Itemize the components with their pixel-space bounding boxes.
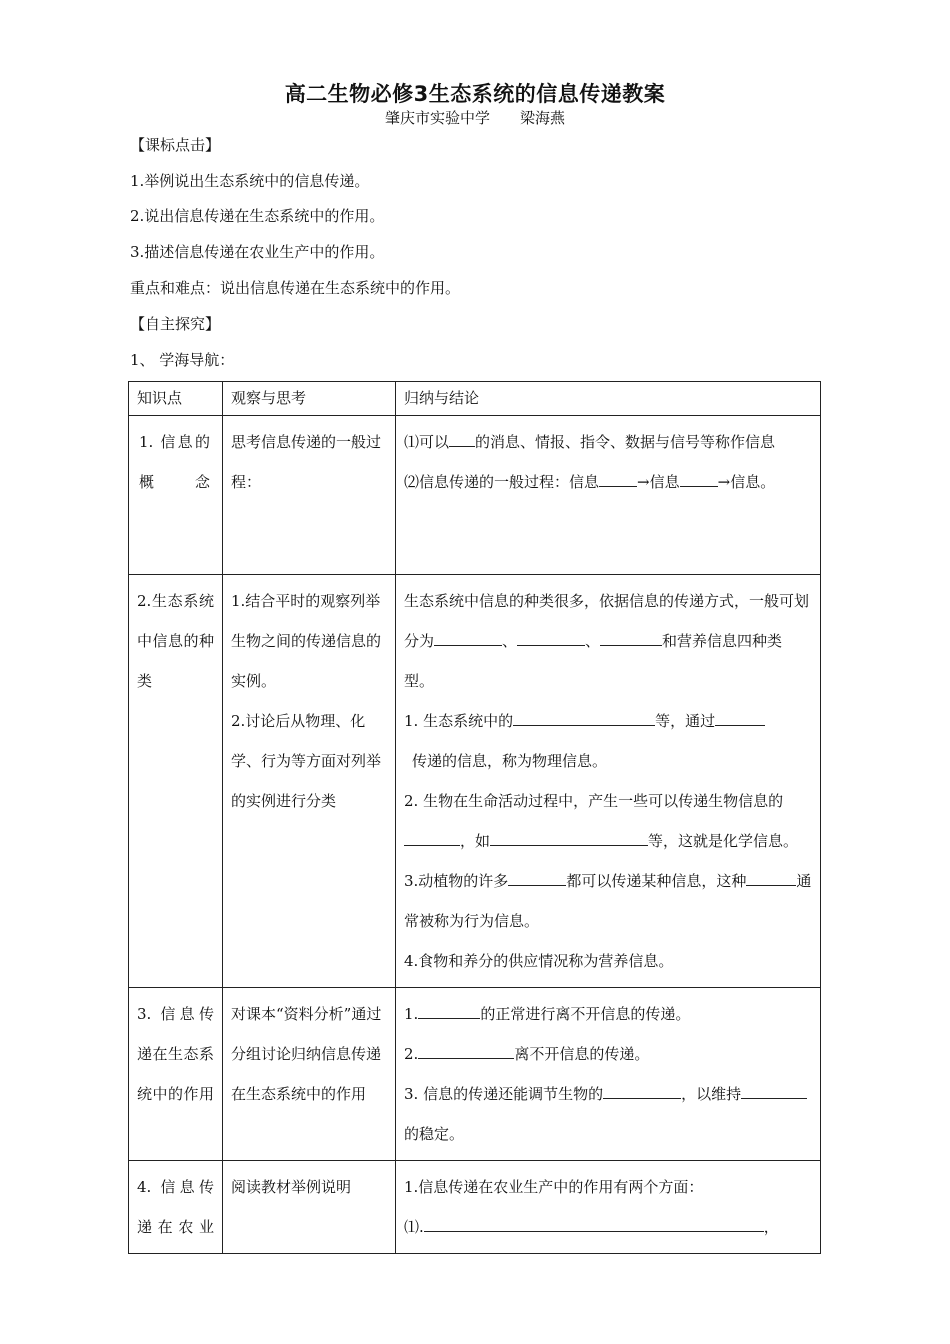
fill-blank[interactable] [599, 471, 637, 487]
fill-blank[interactable] [434, 630, 502, 646]
school-name: 肇庆市实验中学 [384, 109, 490, 127]
topic-cell: 3. 信息传递在生态系统中的作用 [129, 988, 223, 1161]
fill-blank[interactable] [741, 1083, 807, 1099]
concept-line-2: ⑵信息传递的一般过程：信息 →信息 →信息。 [404, 473, 776, 491]
fill-blank[interactable] [404, 830, 460, 846]
document-title: 高二生物必修3生态系统的信息传递教案 [284, 82, 666, 106]
topic-cell: 4. 信息传递在农业 [129, 1161, 223, 1254]
fill-blank[interactable] [508, 870, 566, 886]
goal-2: 2.说出信息传递在生态系统中的作用。 [130, 207, 385, 225]
fill-blank[interactable] [424, 1216, 764, 1232]
study-nav-label: 1、 学海导航： [130, 351, 235, 369]
topic-cell: 2.生态系统中信息的种类 [129, 575, 223, 988]
agri-intro: 1.信息传递在农业生产中的作用有两个方面： [404, 1178, 704, 1196]
fill-blank[interactable] [680, 471, 718, 487]
behavior-info: 3.动植物的许多 都可以传递某种信息，这种 通常被称为行为信息。 [404, 872, 812, 930]
arrow-icon: → [717, 473, 731, 491]
document-byline [0, 107, 950, 128]
chemical-info: 2. 生物在生命活动过程中，产生一些可以传递生物信息的，如 等，这就是化学信息。 [404, 792, 799, 850]
study-table [128, 381, 821, 1254]
fill-blank[interactable] [600, 630, 662, 646]
author-name: 梁海燕 [520, 109, 566, 127]
table-row [129, 988, 821, 1161]
fill-blank[interactable] [603, 1083, 681, 1099]
topic-cell: 1. 信息的概念 [129, 416, 223, 575]
observe-cell: 对课本“资料分析”通过分组讨论归纳信息传递在生态系统中的作用 [223, 988, 396, 1161]
table-row [129, 416, 821, 575]
observe-cell [223, 575, 396, 988]
observe-cell: 思考信息传递的一般过程： [223, 416, 396, 575]
conclusion-cell [396, 575, 821, 988]
types-intro: 生态系统中信息的种类很多，依据信息的传递方式，一般可划分为 、 、 和营养信息四种类型。 [404, 592, 810, 690]
table-header-row [129, 382, 821, 416]
header-conclusion: 归纳与结论 [396, 382, 821, 416]
header-topic: 知识点 [129, 382, 223, 416]
role-2: 2. 离不开信息的传递。 [404, 1045, 650, 1063]
fill-blank[interactable] [490, 830, 648, 846]
observe-item-2: 2.讨论后从物理、化学、行为等方面对列举的实例进行分类 [231, 712, 382, 810]
section-heading-kebiao: 【课标点击】 [130, 136, 221, 154]
observe-item-1: 1.结合平时的观察列举生物之间的传递信息的实例。 [231, 592, 382, 690]
role-3: 3. 信息的传递还能调节生物的 ，以维持的稳定。 [404, 1074, 812, 1154]
concept-line-1: ⑴可以 的消息、情报、指令、数据与信号等称作信息 [404, 433, 776, 451]
table-row [129, 575, 821, 988]
header-observe: 观察与思考 [223, 382, 396, 416]
conclusion-cell [396, 416, 821, 575]
goal-3: 3.描述信息传递在农业生产中的作用。 [130, 243, 385, 261]
fill-blank[interactable] [517, 630, 585, 646]
table-row [129, 1161, 821, 1254]
fill-blank[interactable] [513, 710, 655, 726]
fill-blank[interactable] [449, 431, 475, 447]
nutrition-info: 4.食物和养分的供应情况称为营养信息。 [404, 952, 674, 970]
fill-blank[interactable] [418, 1003, 480, 1019]
observe-cell: 阅读教材举例说明 [223, 1161, 396, 1254]
conclusion-cell [396, 988, 821, 1161]
fill-blank[interactable] [715, 710, 765, 726]
role-1: 1. 的正常进行离不开信息的传递。 [404, 1005, 691, 1023]
fill-blank[interactable] [418, 1043, 514, 1059]
section-heading-zizhu: 【自主探究】 [130, 315, 221, 333]
agri-item-1: ⑴. ， [404, 1218, 779, 1236]
goal-1: 1.举例说出生态系统中的信息传递。 [130, 172, 370, 190]
arrow-icon: → [637, 473, 650, 491]
fill-blank[interactable] [746, 870, 796, 886]
physical-info: 1. 生态系统中的 等，通过 传递的信息，称为物理信息。 [404, 701, 812, 781]
key-points: 重点和难点：说出信息传递在生态系统中的作用。 [130, 279, 461, 297]
conclusion-cell [396, 1161, 821, 1254]
